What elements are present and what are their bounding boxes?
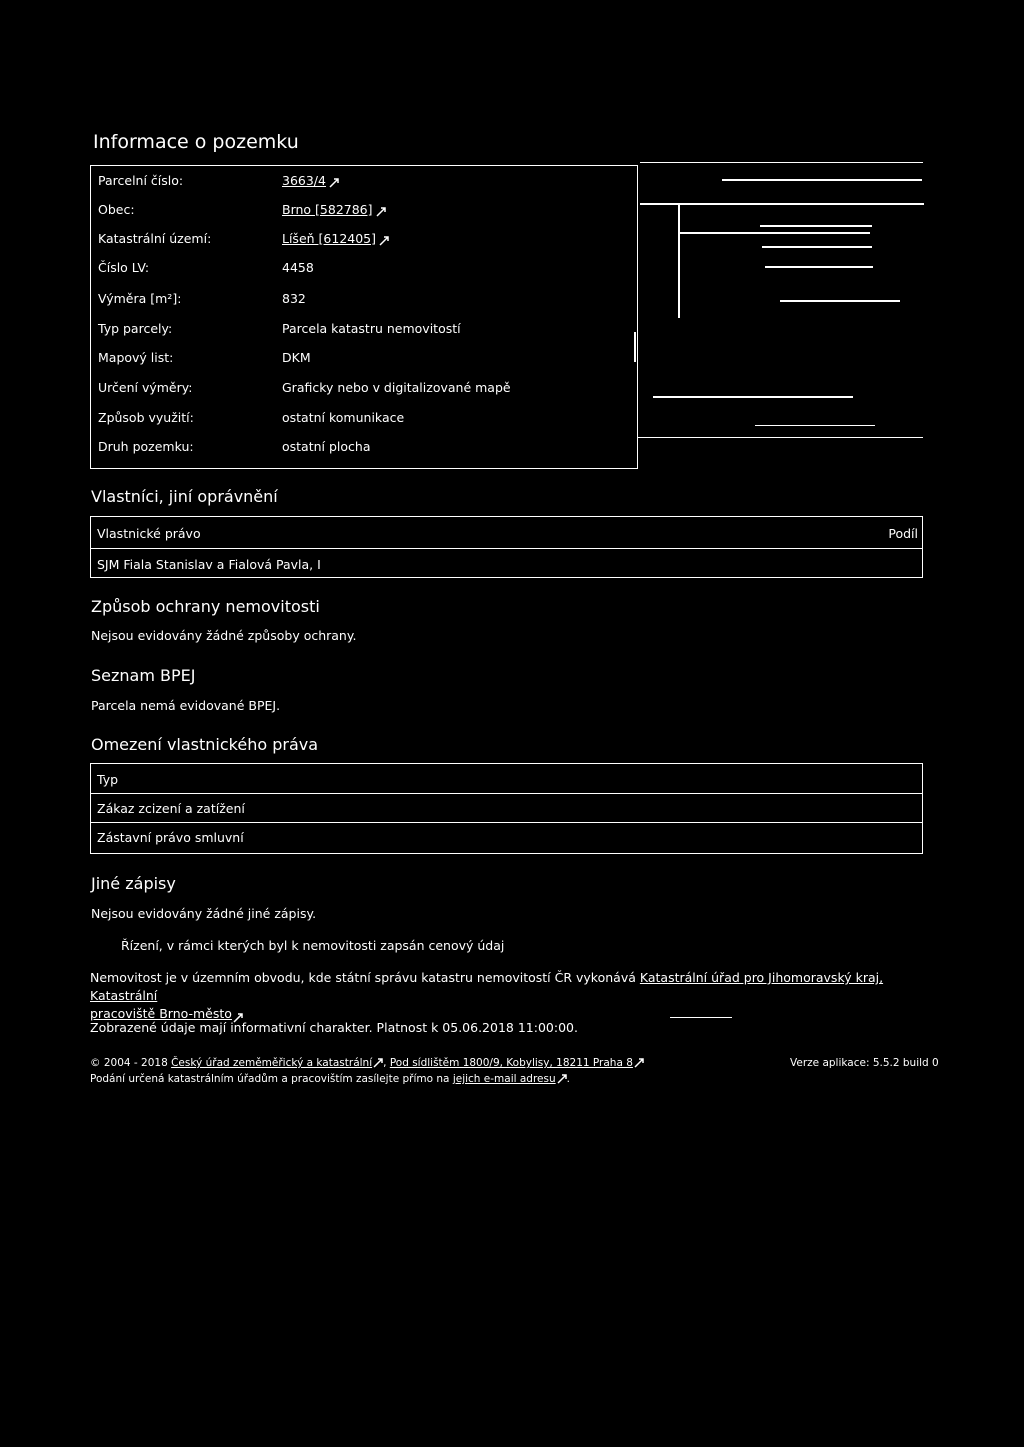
parcel-row-label: Katastrální území: <box>98 231 212 246</box>
restriction-item: Zástavní právo smluvní <box>97 830 244 845</box>
restriction-item: Zákaz zcizení a zatížení <box>97 801 245 816</box>
office-link-workplace[interactable]: pracoviště Brno-město <box>90 1006 232 1021</box>
parcel-row <box>91 343 637 372</box>
parcel-row-value[interactable]: Líšeň [612405] <box>282 231 377 246</box>
parcel-row <box>91 195 637 224</box>
parcel-row <box>91 166 637 195</box>
bpej-heading: Seznam BPEJ <box>91 666 196 685</box>
office-text <box>90 969 922 1023</box>
parcel-row-label: Parcelní číslo: <box>98 173 184 188</box>
bpej-text: Parcela nemá evidované BPEJ. <box>91 698 281 713</box>
parcel-row-label: Typ parcely: <box>98 321 173 336</box>
parcel-row-value: ostatní komunikace <box>282 410 405 425</box>
office-link[interactable]: Katastrální úřad pro Jihomoravský kraj, Katastrální <box>90 970 884 1003</box>
parcel-row-label: Obec: <box>98 202 135 217</box>
owners-heading: Vlastníci, jiní oprávnění <box>91 487 278 506</box>
footer-separator: , <box>383 1057 390 1069</box>
parcel-row <box>91 403 637 432</box>
external-link-icon <box>373 1058 383 1068</box>
parcel-row-label: Způsob využití: <box>98 410 194 425</box>
restrictions-heading: Omezení vlastnického práva <box>91 735 319 754</box>
copyright-prefix: © 2004 - 2018 <box>90 1057 172 1069</box>
external-link-icon <box>379 234 389 244</box>
parcel-row-value: Parcela katastru nemovitostí <box>282 321 461 336</box>
restrictions-column-type: Typ <box>97 772 119 787</box>
divider <box>670 1017 732 1018</box>
parcel-row-label: Druh pozemku: <box>98 439 194 454</box>
parcel-info-table <box>90 165 638 469</box>
external-link-icon <box>233 1010 243 1020</box>
parcel-row-label: Mapový list: <box>98 350 174 365</box>
external-link-icon <box>329 176 339 186</box>
validity-text: Zobrazené údaje mají informativní charakter. Platnost k 05.06.2018 11:00:00. <box>90 1020 578 1035</box>
parcel-row-value: DKM <box>282 350 311 365</box>
footer-address-link[interactable]: Pod sídlištěm 1800/9, Kobylisy, 18211 Praha 8 <box>389 1057 633 1069</box>
note-prefix: Podání určená katastrálním úřadům a pracovištím zasílejte přímo na <box>90 1073 453 1085</box>
protection-text: Nejsou evidovány žádné způsoby ochrany. <box>91 628 357 643</box>
other-heading: Jiné zápisy <box>91 874 176 893</box>
other-text: Nejsou evidovány žádné jiné zápisy. <box>91 906 317 921</box>
external-link-icon <box>376 205 386 215</box>
footer-org-link[interactable]: Český úřad zeměměřický a katastrální <box>171 1057 373 1069</box>
parcel-row <box>91 253 637 282</box>
proceedings-text: Řízení, v rámci kterých byl k nemovitosti zapsán cenový údaj <box>121 938 505 953</box>
owner-name: SJM Fiala Stanislav a Fialová Pavla, I <box>97 557 321 572</box>
external-link-icon <box>634 1058 644 1068</box>
page-title: Informace o pozemku <box>93 131 299 153</box>
parcel-row <box>91 284 637 313</box>
owners-column-right: Vlastnické právo <box>97 526 201 541</box>
office-prefix: Nemovitost je v územním obvodu, kde státní správu katastru nemovitostí ČR vykonává <box>90 970 640 985</box>
note-suffix: . <box>566 1073 570 1085</box>
parcel-row-value[interactable]: Brno [582786] <box>282 202 373 217</box>
protection-heading: Způsob ochrany nemovitosti <box>91 597 320 616</box>
owners-column-share: Podíl <box>888 526 918 541</box>
parcel-row-label: Určení výměry: <box>98 380 193 395</box>
app-version: Verze aplikace: 5.5.2 build 0 <box>790 1057 939 1069</box>
parcel-row-value[interactable]: 3663/4 <box>282 173 326 188</box>
parcel-row-value: Graficky nebo v digitalizované mapě <box>282 380 511 395</box>
footer-note <box>90 1073 570 1085</box>
parcel-row <box>91 224 637 253</box>
parcel-row <box>91 373 637 402</box>
external-link-icon <box>557 1074 567 1084</box>
restrictions-table <box>90 763 923 854</box>
owners-table <box>90 516 923 578</box>
parcel-map-preview[interactable] <box>640 162 925 468</box>
parcel-row-value: 4458 <box>282 260 314 275</box>
footer-copyright <box>90 1057 644 1069</box>
parcel-row <box>91 432 637 461</box>
parcel-row <box>91 314 637 343</box>
parcel-row-value: ostatní plocha <box>282 439 371 454</box>
parcel-row-value: 832 <box>282 291 306 306</box>
parcel-row-label: Výměra [m²]: <box>98 291 182 306</box>
parcel-row-label: Číslo LV: <box>98 260 150 275</box>
email-address-link[interactable]: jejich e-mail adresu <box>452 1073 556 1085</box>
